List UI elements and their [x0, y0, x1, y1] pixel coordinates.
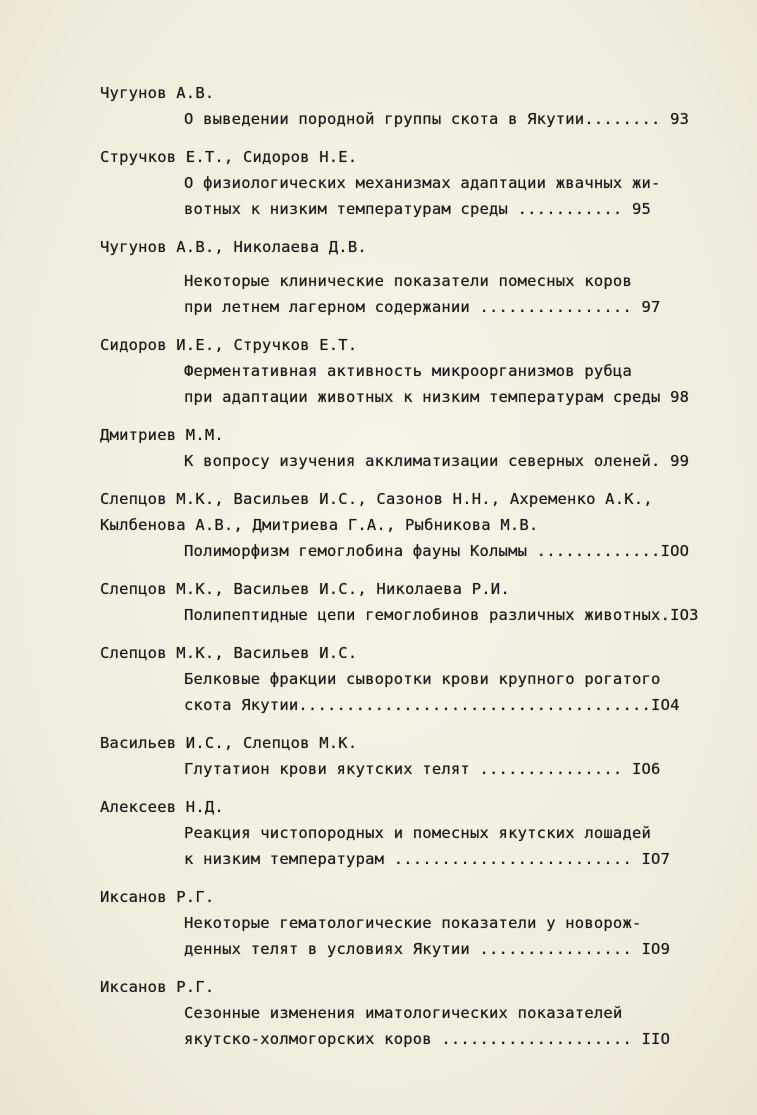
entry-title: денных телят в условиях Якутии ................ IO9 — [184, 940, 671, 958]
entry-title: скота Якутии.....................................IO4 — [184, 696, 680, 714]
toc-entry — [100, 576, 700, 628]
entry-title: Некоторые гематологические показатели у новорож- — [184, 914, 642, 932]
toc-entry — [100, 422, 700, 474]
entry-title: к низким температурам ......................... IO7 — [184, 850, 671, 868]
entry-authors: Чугунов А.В., Николаева Д.В. — [100, 238, 367, 256]
toc-entry — [100, 730, 700, 782]
entry-title: Ферментативная активность микроорганизмов рубца — [184, 362, 632, 380]
entry-title: Реакция чистопородных и помесных якутских лошадей — [184, 824, 652, 842]
toc-entry — [100, 144, 700, 222]
toc-entry — [100, 640, 700, 718]
entry-title: О физиологических механизмах адаптации жвачных жи- — [184, 174, 661, 192]
entry-authors: Стручков Е.Т., Сидоров Н.Е. — [100, 148, 358, 166]
entry-authors: Чугунов А.В. — [100, 84, 215, 102]
toc-entry — [100, 486, 700, 564]
entry-title: К вопросу изучения акклиматизации северных оленей. 99 — [184, 452, 690, 470]
entry-title: Полиморфизм гемоглобина фауны Колымы .............IOO — [184, 542, 690, 560]
entry-title: Полипептидные цепи гемоглобинов различных животных.IO3 — [184, 606, 699, 624]
entry-authors: Иксанов Р.Г. — [100, 978, 215, 996]
entry-title: Глутатион крови якутских телят ............... IO6 — [184, 760, 661, 778]
toc-entry — [100, 794, 700, 872]
table-of-contents — [100, 80, 700, 1064]
entry-title: при адаптации животных к низким температурам среды 98 — [184, 388, 690, 406]
entry-title: Некоторые клинические показатели помесных коров — [184, 272, 632, 290]
entry-authors: Слепцов М.К., Васильев И.С. — [100, 644, 358, 662]
entry-authors: Дмитриев М.М. — [100, 426, 224, 444]
entry-title: вотных к низким температурам среды ........... 95 — [184, 200, 652, 218]
entry-title: при летнем лагерном содержании ................ 97 — [184, 298, 661, 316]
entry-title: якутско-холмогорских коров .................... IIO — [184, 1030, 671, 1048]
entry-title: Сезонные изменения иматологических показателей — [184, 1004, 623, 1022]
entry-authors: Кылбенова А.В., Дмитриева Г.А., Рыбникова М.В. — [100, 516, 539, 534]
entry-authors: Васильев И.С., Слепцов М.К. — [100, 734, 358, 752]
toc-entry — [100, 80, 700, 132]
toc-entry — [100, 234, 700, 320]
entry-title: Белковые фракции сыворотки крови крупного рогатого — [184, 670, 661, 688]
entry-authors: Слепцов М.К., Васильев И.С., Николаева Р.И. — [100, 580, 510, 598]
toc-entry — [100, 884, 700, 962]
entry-authors: Алексеев Н.Д. — [100, 798, 224, 816]
entry-authors: Сидоров И.Е., Стручков Е.Т. — [100, 336, 358, 354]
entry-authors: Иксанов Р.Г. — [100, 888, 215, 906]
entry-title: О выведении породной группы скота в Якутии........ 93 — [184, 110, 690, 128]
toc-entry — [100, 332, 700, 410]
entry-authors: Слепцов М.К., Васильев И.С., Сазонов Н.Н., Ахременко А.К., — [100, 490, 653, 508]
toc-entry — [100, 974, 700, 1052]
